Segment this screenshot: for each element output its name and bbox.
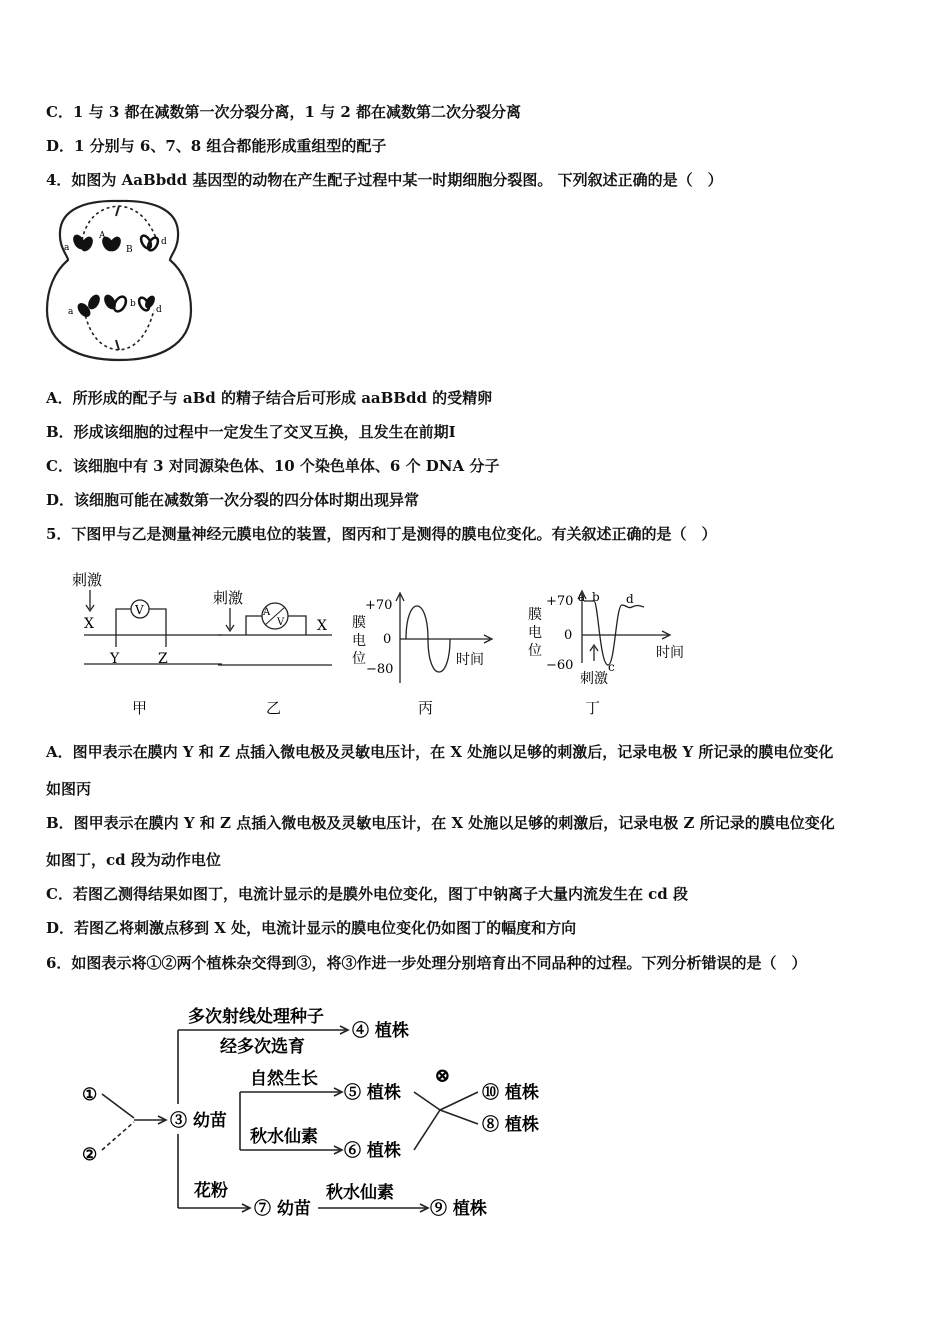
q5-figure-yi bbox=[213, 589, 332, 717]
q4-label-top-a: a bbox=[64, 243, 70, 253]
ding-ylabel-2: 电 bbox=[528, 625, 542, 641]
jia-z-label: Z bbox=[158, 651, 168, 667]
top-branch-lower: 经多次选育 bbox=[220, 1037, 305, 1057]
top-branch-upper: 多次射线处理种子 bbox=[188, 1007, 324, 1027]
ding-ylabel-3: 位 bbox=[528, 643, 542, 659]
q4-option-c: C．该细胞中有 3 对同源染色体、10 个染色单体、6 个 DNA 分子 bbox=[46, 457, 500, 475]
yi-stim-label: 刺激 bbox=[213, 589, 244, 607]
ding-zero: 0 bbox=[564, 628, 573, 643]
bing-zero: 0 bbox=[383, 632, 392, 647]
q4-label-bottom-d: d bbox=[156, 305, 162, 315]
bing-ylabel-3: 位 bbox=[352, 651, 366, 667]
bing-xlabel: 时间 bbox=[456, 652, 484, 668]
q4-cell-division-figure bbox=[44, 198, 194, 364]
mid-branch-natural: 自然生长 bbox=[250, 1069, 318, 1089]
q4-option-d: D．该细胞可能在减数第一次分裂的四分体时期出现异常 bbox=[46, 491, 420, 509]
q5-stem: 5．下图甲与乙是测量神经元膜电位的装置，图丙和丁是测得的膜电位变化。有关叙述正确的是（ ） bbox=[46, 525, 717, 543]
selfing-symbol: ⊗ bbox=[434, 1063, 451, 1087]
node-6: ⑥ 植株 bbox=[344, 1141, 401, 1161]
node-3: ③ 幼苗 bbox=[170, 1111, 227, 1131]
node-8: ⑧ 植株 bbox=[482, 1115, 539, 1135]
q5-option-c: C．若图乙测得结果如图丁，电流计显示的是膜外电位变化，图丁中钠离子大量内流发生在 cd 段 bbox=[46, 885, 689, 903]
ding-ylabel-1: 膜 bbox=[528, 607, 542, 623]
ding-point-c: c bbox=[608, 660, 615, 674]
bottom-branch-colchicine: 秋水仙素 bbox=[326, 1183, 394, 1203]
ding-stim-label: 刺激 bbox=[580, 671, 608, 687]
q5-figure-jia bbox=[72, 571, 222, 717]
q4-stem: 4．如图为 AaBbdd 基因型的动物在产生配子过程中某一时期细胞分裂图。 下列叙述正确的是（ ） bbox=[46, 171, 723, 189]
yi-caption: 乙 bbox=[266, 699, 282, 717]
bing-caption: 丙 bbox=[418, 699, 434, 717]
bing-minus80: −80 bbox=[366, 662, 394, 677]
q5-option-b-line1: B．图甲表示在膜内 Y 和 Z 点插入微电极及灵敏电压计，在 X 处施以足够的刺激后，记录电极 Z 所记录的膜电位变化 bbox=[46, 814, 835, 832]
node-1: ① bbox=[82, 1085, 98, 1105]
jia-x-label: X bbox=[84, 616, 94, 632]
ding-minus60: −60 bbox=[546, 658, 574, 673]
node-4: ④ 植株 bbox=[352, 1021, 409, 1041]
q5-option-a-line2: 如图丙 bbox=[46, 780, 92, 798]
ding-plus70: +70 bbox=[546, 594, 574, 609]
yi-meter-a: A bbox=[263, 607, 271, 618]
q5-figure bbox=[70, 565, 684, 720]
ding-point-a: a bbox=[578, 590, 586, 604]
bing-plus70: +70 bbox=[365, 598, 393, 613]
bing-ylabel-1: 膜 bbox=[352, 615, 366, 631]
node-2: ② bbox=[82, 1145, 98, 1165]
q5-figure-bing bbox=[352, 593, 492, 717]
bottom-branch-pollen: 花粉 bbox=[194, 1181, 228, 1201]
q6-stem: 6．如图表示将①②两个植株杂交得到③，将③作进一步处理分别培育出不同品种的过程。下列分析错误的是（ ） bbox=[46, 954, 807, 972]
ding-caption: 丁 bbox=[585, 699, 601, 717]
q5-figure-ding bbox=[528, 590, 684, 717]
q6-breeding-diagram bbox=[78, 1000, 578, 1225]
q4-label-bottom-a: a bbox=[68, 307, 74, 317]
q5-option-b-line2: 如图丁，cd 段为动作电位 bbox=[46, 851, 221, 869]
yi-meter-v: V bbox=[277, 617, 285, 628]
ding-xlabel: 时间 bbox=[656, 645, 684, 661]
jia-y-label: Y bbox=[110, 651, 120, 667]
node-9: ⑨ 植株 bbox=[430, 1199, 487, 1219]
mid-branch-colchicine: 秋水仙素 bbox=[250, 1127, 318, 1147]
q5-option-a-line1: A．图甲表示在膜内 Y 和 Z 点插入微电极及灵敏电压计，在 X 处施以足够的刺激后，记录电极 Y 所记录的膜电位变化 bbox=[46, 743, 834, 761]
ding-point-d: d bbox=[626, 592, 634, 606]
q5-option-d: D．若图乙将刺激点移到 X 处，电流计显示的膜电位变化仍如图丁的幅度和方向 bbox=[46, 919, 577, 937]
q3-option-d: D．1 分别与 6、7、8 组合都能形成重组型的配子 bbox=[46, 137, 387, 155]
jia-meter-label: V bbox=[135, 603, 144, 617]
node-5: ⑤ 植株 bbox=[344, 1083, 401, 1103]
jia-stim-label: 刺激 bbox=[72, 571, 103, 589]
ding-point-b: b bbox=[592, 590, 600, 604]
q3-option-c: C．1 与 3 都在减数第一次分裂分离，1 与 2 都在减数第二次分裂分离 bbox=[46, 103, 522, 121]
q4-label-top-d: d bbox=[161, 237, 167, 247]
q4-label-bottom-b: b bbox=[130, 299, 136, 309]
node-10: ⑩ 植株 bbox=[482, 1083, 539, 1103]
q4-label-top-A: A bbox=[99, 231, 106, 241]
yi-x-label: X bbox=[317, 618, 327, 634]
q4-option-b: B．形成该细胞的过程中一定发生了交叉互换，且发生在前期Ⅰ bbox=[46, 423, 456, 441]
q4-option-a: A．所形成的配子与 aBd 的精子结合后可形成 aaBBdd 的受精卵 bbox=[46, 389, 493, 407]
jia-caption: 甲 bbox=[132, 699, 148, 717]
node-7: ⑦ 幼苗 bbox=[254, 1199, 311, 1219]
bing-ylabel-2: 电 bbox=[352, 633, 366, 649]
q4-label-top-B: B bbox=[126, 245, 133, 255]
